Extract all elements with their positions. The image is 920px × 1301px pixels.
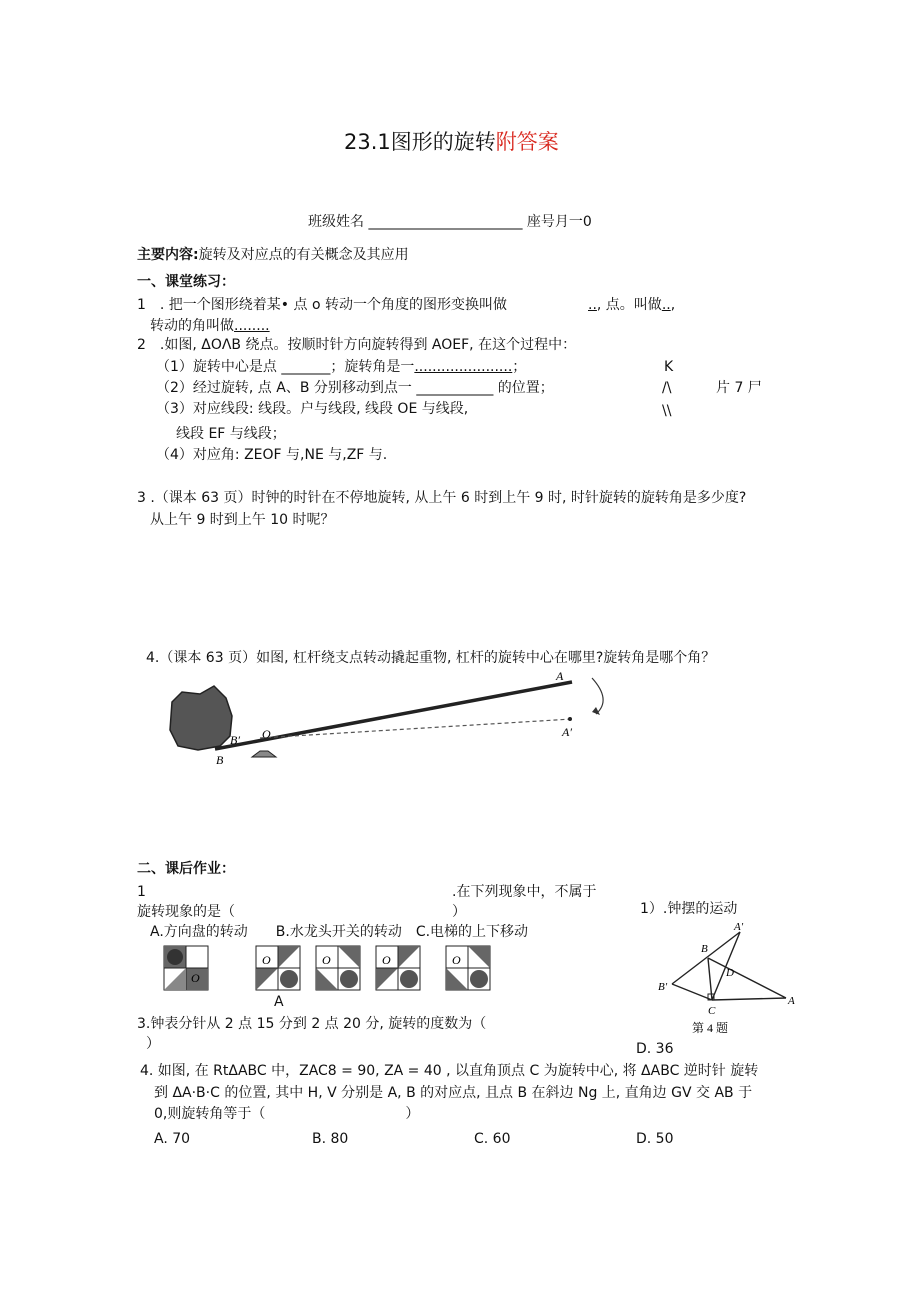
q2-line1-text: （1）旋转中心是点 _______；旋转角是一 bbox=[156, 359, 415, 375]
lever-label-a: A bbox=[556, 669, 564, 683]
hw4-option-d: D. 50 bbox=[636, 1131, 674, 1147]
section-classwork: 一、课堂练习： bbox=[137, 274, 235, 290]
q2-line5: （4）对应角: ZEOF 与,NE 与,ZF 与. bbox=[156, 447, 388, 463]
q3-line2: 从上午 9 时到上午 10 时呢？ bbox=[150, 512, 335, 528]
lever-label-b-prime: B′ bbox=[230, 733, 240, 747]
grid-1-o: O bbox=[191, 971, 200, 985]
rock-shape bbox=[170, 686, 232, 750]
lever-rotated bbox=[260, 719, 572, 738]
tri-label-a-prime: A′ bbox=[734, 921, 744, 933]
grid-figures bbox=[160, 944, 505, 996]
hw1-option-d: 1）.钟摆的运动 bbox=[640, 901, 738, 917]
grid-3-o: O bbox=[322, 953, 331, 967]
hw1-options: A.方向盘的转动 B.水龙头开关的转动 C.电梯的上下移动 bbox=[150, 924, 529, 940]
triangle-figure bbox=[650, 920, 800, 1040]
q2-line1 bbox=[156, 359, 526, 376]
lever-label-o: O bbox=[262, 727, 271, 741]
hw3-option-d: D. 36 bbox=[636, 1041, 674, 1057]
grid-4-o: O bbox=[382, 953, 391, 967]
hw3-line1: 3.钟表分针从 2 点 15 分到 2 点 20 分, 旋转的度数为（ bbox=[137, 1016, 487, 1032]
hw4-option-b: B. 80 bbox=[312, 1131, 349, 1147]
q2-line1-dots: ...................... bbox=[414, 359, 513, 375]
hw1-num: 1 bbox=[137, 884, 146, 900]
main-content-line bbox=[137, 247, 409, 264]
hw4-line1: 4. 如图, 在 RtΔABC 中，ZAC8 = 90, ZA = 40 , 以直角顶点 C 为旋转中心, 将 ΔABC 逆时针 旋转 bbox=[140, 1063, 759, 1079]
tri-label-d: D bbox=[726, 967, 734, 979]
meta-line: 班级姓名 ______________________ 座号月一0 bbox=[308, 214, 592, 230]
grid-figure-4 bbox=[376, 946, 420, 990]
rotation-arc bbox=[592, 678, 603, 714]
hw4-option-c: C. 60 bbox=[474, 1131, 511, 1147]
q2-line1-end: ； bbox=[512, 359, 527, 375]
hw1-paren: ） bbox=[452, 904, 466, 920]
q2-line4: 线段 EF 与线段； bbox=[176, 426, 286, 442]
q3-line1: 3 .（课本 63 页）时钟的时针在不停地旋转, 从上午 6 时到上午 9 时, 时针旋转的旋转角是多少度? bbox=[137, 490, 747, 506]
q2-side-4: \\ bbox=[662, 403, 672, 419]
section-homework: 二、课后作业： bbox=[137, 861, 235, 877]
edge-b-a bbox=[708, 958, 786, 998]
page-title bbox=[344, 130, 559, 155]
q1-blank-1: .. bbox=[588, 297, 597, 313]
q1-mid: , 点。叫做 bbox=[596, 297, 662, 313]
q2-line0: 2 .如图, ΔOΛB 绕点。按顺时针方向旋转得到 AOEF, 在这个过程中： bbox=[137, 337, 577, 353]
hw1-stem: 旋转现象的是（ bbox=[137, 904, 235, 920]
grid-figure-3 bbox=[316, 946, 360, 990]
hw3-line2: ） bbox=[146, 1036, 160, 1052]
tri-label-a: A bbox=[788, 995, 795, 1007]
lever-label-b: B bbox=[216, 753, 224, 767]
q2-line2: （2）经过旋转, 点 A、B 分别移动到点一 ___________ 的位置； bbox=[156, 380, 554, 396]
fulcrum bbox=[252, 751, 276, 757]
tri-label-b: B bbox=[701, 943, 708, 955]
hw4-line2: 到 ΔA·B·C 的位置, 其中 H, V 分别是 A, B 的对应点, 且点 B 在斜边 Ng 上, 直角边 GV 交 AB 于 bbox=[154, 1085, 753, 1101]
lever-label-a-prime: A′ bbox=[562, 725, 572, 739]
tri-label-c: C bbox=[708, 1005, 716, 1017]
hw4-line3: 0,则旋转角等于（ ） bbox=[154, 1106, 420, 1122]
q1-line2 bbox=[150, 318, 270, 335]
q2-side-2: /\ bbox=[662, 380, 672, 396]
main-content-text: 旋转及对应点的有关概念及其应用 bbox=[198, 247, 409, 263]
title-answer: 附答案 bbox=[495, 130, 559, 154]
tri-label-b-prime: B′ bbox=[658, 981, 668, 993]
main-content-label: 主要内容: bbox=[137, 247, 199, 263]
q1-blank-2: .. bbox=[661, 297, 671, 313]
q1-line1: 1 . 把一个图形绕着某• 点 o 转动一个角度的图形变换叫做 bbox=[137, 297, 507, 313]
q1-line1-tail bbox=[588, 297, 675, 314]
tri-caption: 第 4 题 bbox=[692, 1021, 729, 1035]
title-main: 23.1图形的旋转 bbox=[344, 130, 496, 154]
q1-tail: , bbox=[670, 297, 676, 313]
q1-blank-3: ........ bbox=[234, 318, 270, 334]
lever-figure bbox=[160, 664, 620, 774]
q4-line1: 4.（课本 63 页）如图, 杠杆绕支点转动撬起重物, 杠杆的旋转中心在哪里?旋转角是哪个角？ bbox=[146, 650, 716, 666]
edge-bp-c bbox=[672, 984, 712, 1000]
grid-figure-5 bbox=[446, 946, 490, 990]
grid-label-a: A bbox=[274, 994, 284, 1010]
grid-figure-1 bbox=[164, 946, 208, 990]
edge-c-a bbox=[712, 998, 786, 1000]
grid-5-o: O bbox=[452, 953, 461, 967]
point-a-prime bbox=[568, 717, 572, 721]
q2-line3: （3）对应线段: 线段。户与线段, 线段 OE 与线段, bbox=[156, 401, 469, 417]
grid-2-o: O bbox=[262, 953, 271, 967]
q2-side-3: 片 7 尸 bbox=[716, 380, 762, 396]
grid-figure-2 bbox=[256, 946, 300, 990]
q1-line2-text: 转动的角叫做 bbox=[150, 318, 234, 334]
q2-side-1: K bbox=[664, 359, 674, 375]
hw1-right: .在下列现象中，不属于 bbox=[452, 884, 597, 900]
hw4-option-a: A. 70 bbox=[154, 1131, 191, 1147]
